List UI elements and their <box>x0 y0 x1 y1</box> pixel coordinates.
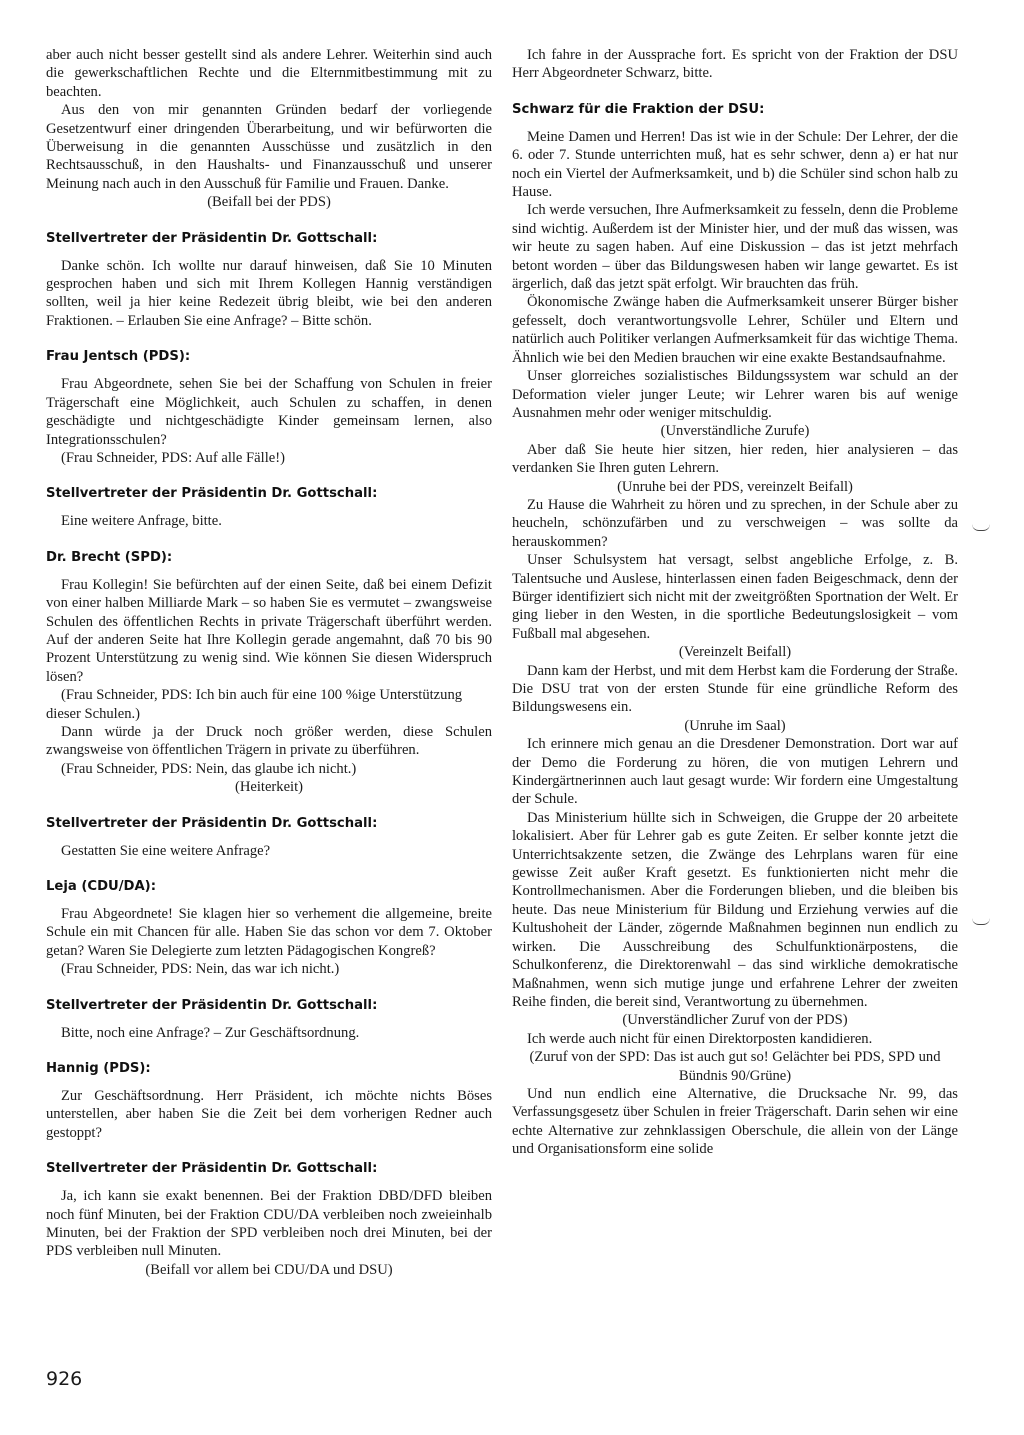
paragraph: Dann kam der Herbst, und mit dem Herbst kam die Forderung der Straße. Die DSU trat von der ersten Stunde für eine gründliche Reform des Bildungswesens ein. <box>512 662 958 716</box>
paragraph: Ich erinnere mich genau an die Dresdener Demonstration. Dort war auf der Demo die Forderung zu hören, die von mutigen Lehrern und Kindergärtnerinnen auch laut gesagt wurde: Wir fordern eine Umgestaltung der Schule. <box>512 736 958 808</box>
stage-direction: (Unruhe im Saal) <box>684 717 786 734</box>
paragraph: Frau Kollegin! Sie befürchten auf der einen Seite, daß bei einem Defizit von einer halben Milliarde Mark – so haben Sie es vermutet – zwangsweise Schulen des öffentlichen Rechts in private Trägerschaft überführt werden. Auf der anderen Seite hat Ihre Kollegin gerade angemahnt, daß 70 bis 90 Prozent Unterstützung zu wenig sind. Wie können Sie diesen Widerspruch lösen? <box>46 576 492 685</box>
paragraph: Meine Damen und Herren! Das ist wie in der Schule: Der Lehrer, der die 6. oder 7. Stunde unterrichten muß, hat es sehr schwer, denn a) er hat nur noch ein Viertel der Aufmerksamkeit, und b) die Schüler sind schon halb zu Hause. <box>512 128 958 201</box>
stage-direction: (Vereinzelt Beifall) <box>678 644 792 661</box>
speaker-heading: Dr. Brecht (SPD): <box>46 549 173 565</box>
paragraph: Aus den von mir genannten Gründen bedarf der vorliegende Gesetzentwurf einer dringenden Überarbeitung, und wir befürworten die Überweisung in die genannten Ausschüsse und zusätzlich in den Rechtsausschuß, in den Haushalts- und Finanzausschuß und unserer Meinung nach auch in den Ausschuß für Familie und Frauen. Danke. <box>46 102 492 192</box>
paragraph: Das Ministerium hüllte sich in Schweigen, die Gruppe der 20 arbeitete lokalisiert. Aber für Lehrer gab es gute Zeiten. Er selber konnte jetzt die Unterrichtsakzente setzen, die Zwänge des Lehrplans waren für eine gewisse Zeit außer Kraft gesetzt. Es funktionierten nicht mehr die Kontrollmechanismen. Aber die Forderungen blieben, und die bleiben bis heute. Das neue Ministerium für Bildung und Erziehung verwies auf die Kultushoheit der Länder, zögernde Maßnahmen beginnen nun endlich zu wirken. Die Ausschreibung des Schulfunktionärpostens, die Schulkonferenz, die Direktorenwahl – das sind wirkliche demokratische Maßnahmen, wenn sich mutige junge und erfahrene Lehrer der zweiten Reihe finden, die bereit sind, Verantwortung zu übernehmen. <box>512 809 958 1010</box>
margin-mark <box>972 524 990 531</box>
speaker-heading: Stellvertreter der Präsidentin Dr. Gottschall: <box>46 997 378 1013</box>
paragraph: Unser Schulsystem hat versagt, selbst angebliche Erfolge, z. B. Talentsuche und Auslese, hinterlassen einen faden Beigeschmack, denn der Bürger identifiziert sich nicht mit der zweitgrößten Sportnation der Welt. Er ging lieber in den Westen, in die sportliche Bedeutungslosigkeit – vom Fußball mal abgesehen. <box>512 552 958 642</box>
stage-direction: (Beifall vor allem bei CDU/DA und DSU) <box>145 1261 393 1278</box>
speaker-heading: Frau Jentsch (PDS): <box>46 349 191 365</box>
speaker-heading: Hannig (PDS): <box>46 1061 151 1077</box>
speaker-heading: Schwarz für die Fraktion der DSU: <box>512 101 765 117</box>
stage-direction: (Unruhe bei der PDS, vereinzelt Beifall) <box>617 478 853 495</box>
paragraph: Gestatten Sie eine weitere Anfrage? <box>61 842 271 859</box>
paragraph: Unser glorreiches sozialistisches Bildungssystem war schuld an der Deformation vieler junger Leute; wir Lehrer waren bis auf wenige Ausnahmen mehr oder weniger mitschuldig. <box>512 368 958 421</box>
left-column <box>46 46 492 1279</box>
paragraph: Und nun endlich eine Alternative, die Drucksache Nr. 99, das Verfassungsgesetz über Schulen in freier Trägerschaft. Darin sehen wir eine echte Alternative zur zehnklassigen Oberschule, die allein von der Länge und Organisationsform eine solide <box>512 1085 958 1158</box>
stage-direction: (Heiterkeit) <box>234 779 304 796</box>
paragraph: Ich werde versuchen, Ihre Aufmerksamkeit zu fesseln, denn die Probleme sind wichtig. Außerdem ist der Minister hier, und der muß das wissen, was wir heute zu sagen haben. Auf eine Diskussion – das ist jetzt mehrfach betont worden – über das Bildungswesen haben wir lange gewartet. Es ist ärgerlich, daß das jetzt spät erfolgt. Wir brauchten das früh. <box>512 202 958 293</box>
speaker-heading: Stellvertreter der Präsidentin Dr. Gottschall: <box>46 1161 378 1177</box>
paragraph: Dann würde ja der Druck noch größer werden, diese Schulen zwangsweise von öffentlichen Trägern in private zu überführen. <box>46 723 492 759</box>
speaker-heading: Stellvertreter der Präsidentin Dr. Gottschall: <box>46 230 378 246</box>
paragraph: Ja, ich kann sie exakt benennen. Bei der Fraktion DBD/DFD bleiben noch fünf Minuten, bei der Fraktion CDU/DA verbleiben noch zweieinhalb Minuten, bei der Fraktion der SPD verbleiben noch drei Minuten, bei der PDS verbleiben null Minuten. <box>46 1188 492 1260</box>
speaker-heading: Stellvertreter der Präsidentin Dr. Gottschall: <box>46 486 378 502</box>
paragraph: Bitte, noch eine Anfrage? – Zur Geschäftsordnung. <box>61 1024 360 1041</box>
paragraph: Frau Abgeordnete! Sie klagen hier so verhement die allgemeine, breite Schule ein mit Chancen für alle. Haben Sie das schon vor dem 7. Oktober getan? Waren Sie Delegierte zum letzten Pädagogischen Kongreß? <box>46 906 492 959</box>
paragraph: aber auch nicht besser gestellt sind als andere Lehrer. Weiterhin sind auch die gewerkschaftlichen Rechte und die Elternmitbestimmung mit zu beachten. <box>46 47 492 100</box>
interjection: (Frau Schneider, PDS: Nein, das glaube ich nicht.) <box>61 760 357 777</box>
right-column <box>512 46 958 1159</box>
speaker-heading: Stellvertreter der Präsidentin Dr. Gottschall: <box>46 815 378 831</box>
page-number: 926 <box>46 1368 83 1390</box>
interjection: (Frau Schneider, PDS: Ich bin auch für eine 100 %ige Unterstützung dieser Schulen.) <box>46 687 463 722</box>
stage-direction: (Zuruf von der SPD: Das ist auch gut so! Gelächter bei PDS, SPD und Bündnis 90/Grüne) <box>529 1049 941 1084</box>
speaker-heading: Leja (CDU/DA): <box>46 879 156 894</box>
paragraph: Ich fahre in der Aussprache fort. Es spricht von der Fraktion der DSU Herr Abgeordneter Schwarz, bitte. <box>512 47 958 82</box>
paragraph: Zur Geschäftsordnung. Herr Präsident, ich möchte nichts Böses unterstellen, aber haben Sie die Zeit bei dem vorherigen Redner auch gestoppt? <box>46 1088 492 1141</box>
stage-direction: (Beifall bei der PDS) <box>207 194 331 211</box>
paragraph: Frau Abgeordnete, sehen Sie bei der Schaffung von Schulen in freier Trägerschaft eine Möglichkeit, auch Schulen zu schaffen, in denen geschädigte und nichtgeschädigte Kinder gemeinsam lernen, also Integrationsschulen? <box>46 376 492 448</box>
paragraph: Zu Hause die Wahrheit zu hören und zu sprechen, in der Schule aber zu heucheln, schönzufärben und zu verschweigen – was sollte da herauskommen? <box>512 496 958 550</box>
stage-direction: (Unverständliche Zurufe) <box>660 423 810 440</box>
paragraph: Ökonomische Zwänge haben die Aufmerksamkeit unserer Bürger bisher gefesselt, doch verantwortungsvolle Lehrer, Schüler und Eltern und natürlich auch Politiker verlangen Aufmerksamkeit für das wichtige Thema. Ähnlich wie bei den Medien brauchen wir eine exakte Bestandsaufnahme. <box>512 294 958 366</box>
interjection: (Frau Schneider, PDS: Auf alle Fälle!) <box>61 449 285 466</box>
paragraph: Ich werde auch nicht für einen Direktorposten kandidieren. <box>527 1030 873 1047</box>
margin-mark <box>972 918 990 925</box>
paragraph: Eine weitere Anfrage, bitte. <box>61 513 222 530</box>
paragraph: Danke schön. Ich wollte nur darauf hinweisen, daß Sie 10 Minuten gesprochen haben und sich mit Ihrem Kollegen Hannig verständigen sollten, weil ja hier keine Redezeit übrig bleibt, wie bei den anderen Fraktionen. – Erlauben Sie eine Anfrage? – Bitte schön. <box>46 257 492 329</box>
paragraph: Aber daß Sie heute hier sitzen, hier reden, hier analysieren – das verdanken Sie Ihren guten Lehrern. <box>512 441 958 477</box>
stage-direction: (Unverständlicher Zuruf von der PDS) <box>622 1012 848 1029</box>
interjection: (Frau Schneider, PDS: Nein, das war ich nicht.) <box>61 961 340 978</box>
